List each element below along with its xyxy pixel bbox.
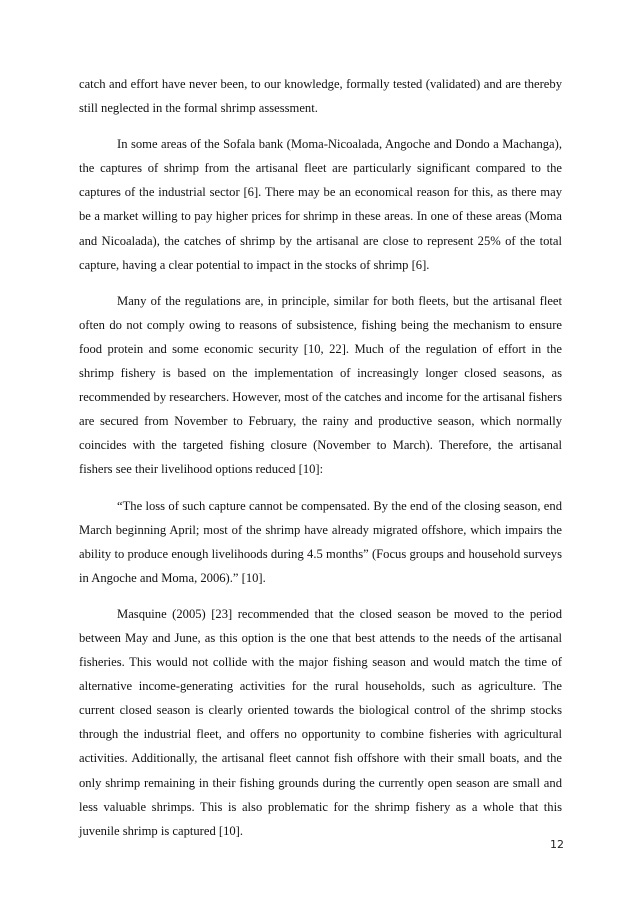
paragraph-sofala-bank: In some areas of the Sofala bank (Moma-Nicoalada, Angoche and Dondo a Machanga), the captures of shrimp from the artisanal fleet are particularly significant compared to the captures of the industrial sector [6]. There may be an economical reason for this, as there may be a market willing to pay higher prices for shrimp in these areas. In one of these areas (Moma and Nicoalada), the catches of shrimp by the artisanal are close to represent 25% of the total capture, having a clear potential to impact in the stocks of shrimp [6]. bbox=[79, 137, 562, 272]
paragraph-masquine: Masquine (2005) [23] recommended that the closed season be moved to the period between May and June, as this option is the one that best attends to the needs of the artisanal fisheries. This would not collide with the major fishing season and would match the time of alternative income-generating activities for the rural households, such as agriculture. The current closed season is clearly oriented towards the biological control of the shrimp stocks through the industrial fleet, and offers no opportunity to combine fisheries with agricultural activities. Additionally, the artisanal fleet cannot fish offshore with their small boats, and the only shrimp remaining in their fishing grounds during the currently open season are small and less valuable shrimps. This is also problematic for the shrimp fishery as a whole that this juvenile shrimp is captured [10]. bbox=[79, 606, 562, 838]
paragraph-regulations: Many of the regulations are, in principle, similar for both fleets, but the artisanal fleet often do not comply owing to reasons of subsistence, fishing being the mechanism to ensure food protein and some economic security [10, 22]. Much of the regulation of effort in the shrimp fishery is based on the implementation of increasingly longer closed seasons, as recommended by researchers. However, most of the catches and income for the artisanal fishers are secured from November to February, the rainy and productive season, which normally coincides with the targeted fishing closure (November to March). Therefore, the artisanal fishers see their livelihood options reduced [10]: bbox=[79, 293, 562, 477]
paragraph-quote: “The loss of such capture cannot be compensated. By the end of the closing season, end March beginning April; most of the shrimp have already migrated offshore, which impairs the ability to produce enough livelihoods during 4.5 months” (Focus groups and household surveys in Angoche and Moma, 2006).” [10]. bbox=[79, 498, 562, 585]
paragraph-continuation: catch and effort have never been, to our knowledge, formally tested (validated) and are thereby still neglected in the formal shrimp assessment. bbox=[79, 77, 562, 116]
body-text bbox=[79, 72, 562, 843]
page-number: 12 bbox=[550, 838, 564, 851]
